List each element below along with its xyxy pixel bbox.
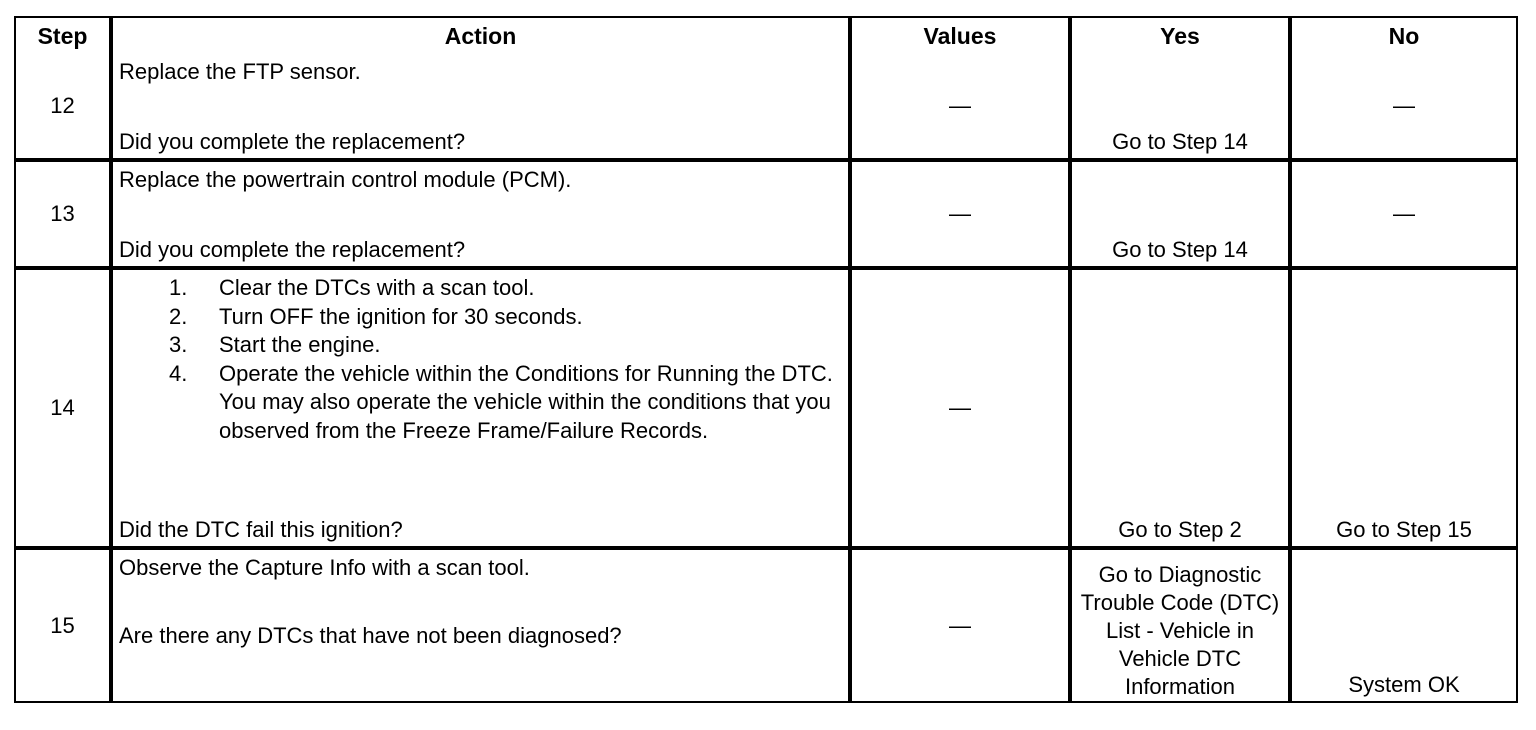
procedure-list: [119, 274, 842, 445]
action-instruction: Replace the FTP sensor.: [119, 59, 361, 84]
no-link: System OK: [1348, 672, 1460, 697]
yes-cell: [1072, 162, 1292, 270]
action-cell: [113, 162, 852, 270]
list-text: Turn OFF the ignition for 30 seconds.: [219, 303, 583, 329]
header-values: Values: [852, 18, 1072, 54]
action-question: Did you complete the replacement?: [119, 129, 466, 154]
step-number: 15: [16, 550, 113, 701]
list-item: [119, 274, 842, 303]
yes-cell: [1072, 54, 1292, 162]
action-instruction: Observe the Capture Info with a scan tool.: [119, 555, 530, 580]
action-question: Did you complete the replacement?: [119, 237, 466, 262]
list-item: [119, 303, 842, 332]
list-number: 4.: [169, 360, 188, 386]
yes-cell: [1072, 270, 1292, 550]
list-number: 2.: [169, 303, 188, 329]
list-item: [119, 331, 842, 360]
yes-link: Go to Step 14: [1112, 129, 1248, 154]
header-action: Action: [113, 18, 852, 54]
yes-link: Go to Step 14: [1112, 237, 1248, 262]
diagnostic-table: [14, 16, 1518, 703]
step-number: 13: [16, 162, 113, 270]
action-question: Did the DTC fail this ignition?: [119, 517, 403, 542]
table-row: [16, 162, 1516, 270]
step-number: 14: [16, 270, 113, 550]
values-cell: —: [852, 270, 1072, 550]
no-link: Go to Step 15: [1336, 517, 1472, 542]
list-number: 3.: [169, 332, 188, 357]
header-step: Step: [16, 18, 113, 54]
header-no: No: [1388, 23, 1420, 49]
table-row: [16, 54, 1516, 162]
step-number: 12: [16, 54, 113, 162]
values-cell: —: [852, 54, 1072, 162]
list-text: Start the engine.: [219, 332, 381, 357]
values-cell: —: [852, 162, 1072, 270]
header-row: [16, 18, 1516, 54]
no-cell: [1292, 270, 1516, 550]
no-cell: —: [1292, 162, 1516, 270]
table-row: [16, 270, 1516, 550]
yes-link: Go to Diagnostic Trouble Code (DTC) List - Vehicle in Vehicle DTC Information: [1080, 562, 1280, 699]
action-instruction: Replace the powertrain control module (PCM).: [119, 167, 572, 192]
action-cell: [113, 270, 852, 550]
list-text: Clear the DTCs with a scan tool.: [219, 275, 535, 300]
table-row: [16, 550, 1516, 701]
values-cell: —: [852, 550, 1072, 701]
header-yes: Yes: [1072, 18, 1292, 54]
list-number: 1.: [169, 275, 188, 300]
action-cell: [113, 550, 852, 701]
action-question: Are there any DTCs that have not been diagnosed?: [119, 623, 622, 648]
no-cell: [1292, 550, 1516, 701]
yes-link: Go to Step 2: [1118, 517, 1242, 542]
yes-cell: [1072, 550, 1292, 701]
no-cell: —: [1292, 54, 1516, 162]
list-item: [119, 360, 842, 446]
action-cell: [113, 54, 852, 162]
list-text: Operate the vehicle within the Conditions for Running the DTC. You may also operate the vehicle within the conditions that you observed from the Freeze Frame/Failure Records.: [219, 360, 833, 443]
